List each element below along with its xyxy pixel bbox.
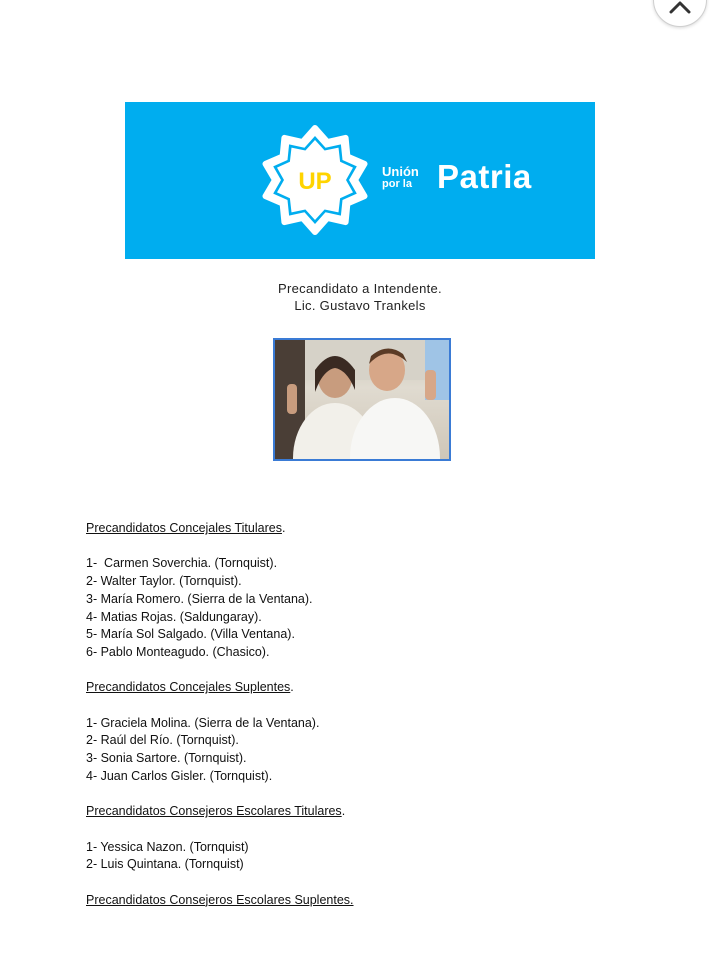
- candidate-lists: [86, 520, 646, 909]
- section-heading-text: Precandidatos Consejeros Escolares Suplentes.: [86, 892, 354, 907]
- section-heading-suffix: .: [281, 521, 286, 535]
- list-item: 1- Graciela Molina. (Sierra de la Ventana).: [86, 715, 320, 730]
- spacer: [86, 697, 646, 715]
- candidates-photo: [273, 338, 451, 461]
- section-heading-text: Precandidatos Consejeros Escolares Titulares: [86, 804, 342, 819]
- list-item: 2- Luis Quintana. (Tornquist): [86, 857, 244, 872]
- photo-illustration: [275, 340, 449, 459]
- mayor-candidate-block: [0, 280, 720, 314]
- candidate-role: Precandidato a Intendente.: [278, 281, 442, 296]
- list-item: 4- Matias Rojas. (Saldungaray).: [86, 609, 262, 624]
- list-item: 4- Juan Carlos Gisler. (Tornquist).: [86, 768, 273, 783]
- candidate-name: Lic. Gustavo Trankels: [294, 298, 426, 313]
- collapse-button[interactable]: [653, 0, 707, 27]
- list-item: 2- Walter Taylor. (Tornquist).: [86, 574, 242, 589]
- spacer: [86, 874, 646, 892]
- list-item: 3- María Romero. (Sierra de la Ventana).: [86, 591, 313, 606]
- list-item: 6- Pablo Monteagudo. (Chasico).: [86, 644, 270, 659]
- section-heading: [86, 892, 646, 910]
- section-heading: [86, 803, 646, 821]
- logo-union-text: Unión: [382, 164, 419, 179]
- svg-text:UP: UP: [298, 168, 332, 195]
- section-heading: [86, 679, 646, 697]
- up-emblem-icon: [256, 119, 374, 241]
- list-item: 2- Raúl del Río. (Tornquist).: [86, 733, 239, 748]
- list-item: 5- María Sol Salgado. (Villa Ventana).: [86, 627, 295, 642]
- spacer: [86, 662, 646, 680]
- logo-patria-text: Patria: [437, 158, 532, 195]
- spacer: [86, 821, 646, 839]
- section-heading-suffix: .: [341, 804, 346, 819]
- logo-small-text: [382, 166, 419, 190]
- union-por-la-patria-banner: [125, 102, 595, 259]
- spacer: [86, 786, 646, 804]
- list-item: 1- Yessica Nazon. (Tornquist): [86, 839, 249, 854]
- spacer: [86, 538, 646, 556]
- list-item: 1- Carmen Soverchia. (Tornquist).: [86, 556, 278, 571]
- logo-por-la-text: por la: [382, 178, 412, 190]
- chevron-up-icon: [669, 0, 691, 14]
- section-heading-suffix: .: [290, 680, 294, 695]
- section-heading-text: Precandidatos Concejales Suplentes: [86, 680, 291, 695]
- section-heading: [86, 520, 646, 538]
- list-item: 3- Sonia Sartore. (Tornquist).: [86, 751, 247, 766]
- section-heading-text: Precandidatos Concejales Titulares: [86, 521, 282, 535]
